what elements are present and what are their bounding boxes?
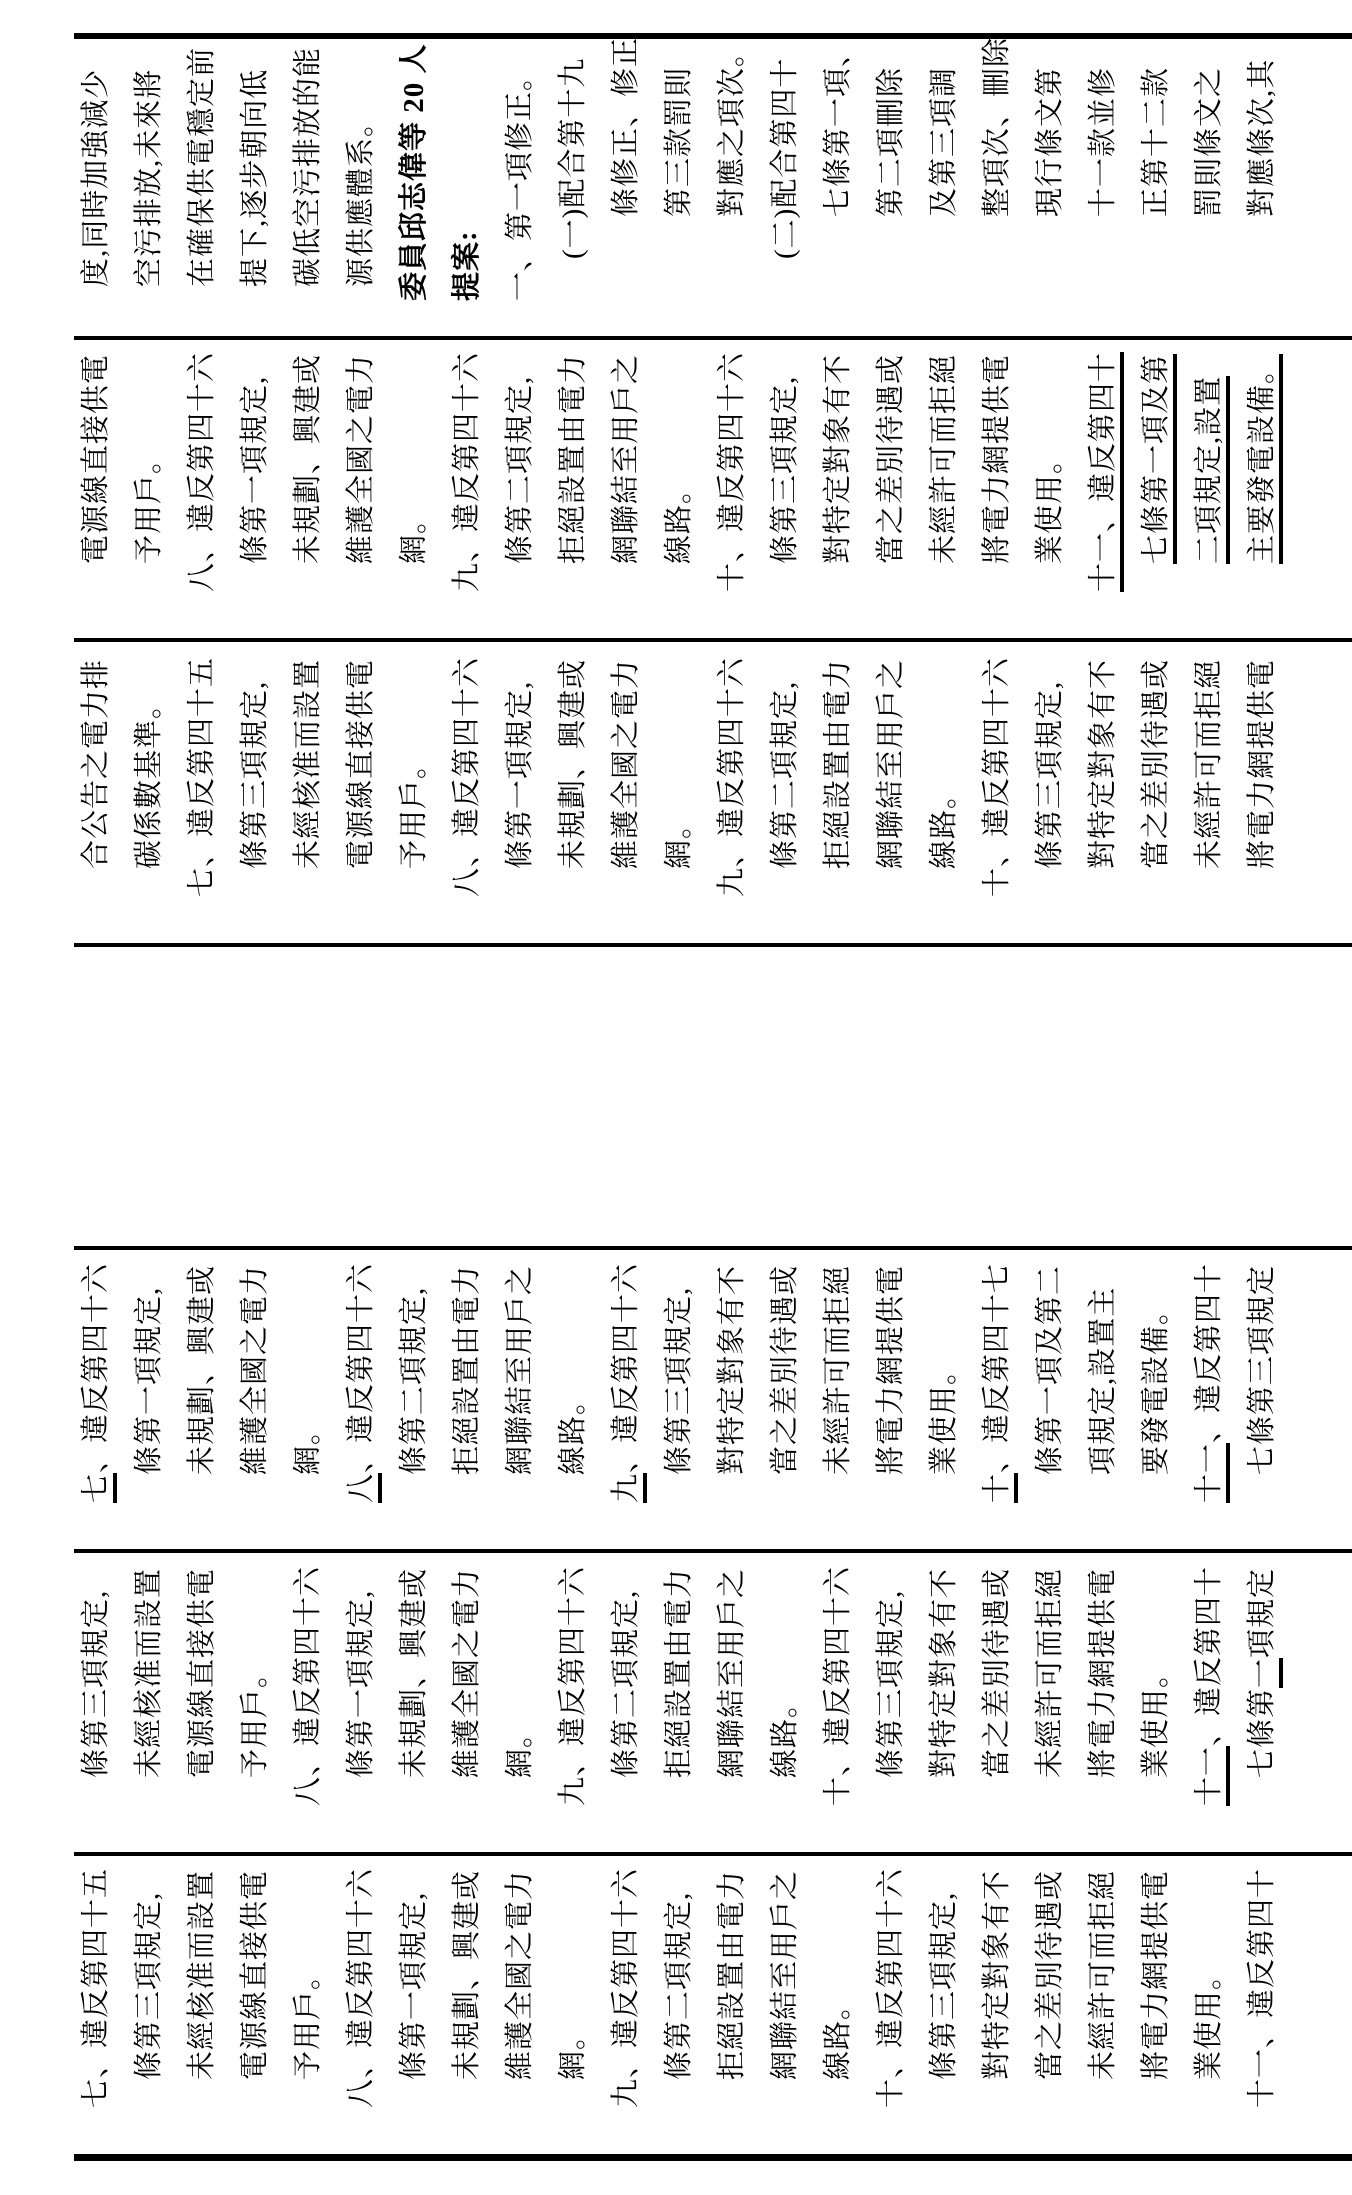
text-line (716, 37, 749, 217)
text-segment: 七條第三項規定 (1246, 1264, 1278, 1475)
text-segment: 網聯結至用戶之 (716, 1567, 748, 1778)
text-segment: 網。 (398, 503, 430, 564)
text-segment: 條第一項及第二 (1034, 1264, 1066, 1475)
text-segment: 當之差別待遇或 (769, 1264, 801, 1475)
text-line (1246, 354, 1279, 564)
text-segment: 線路。 (557, 1384, 589, 1475)
text-segment: 第三款罰則 (663, 66, 695, 217)
text-segment: 八、違反第四十六 (186, 351, 218, 592)
text-line (504, 1718, 537, 1778)
text-segment: 罰則條文之 (1193, 66, 1225, 217)
text-segment: 條修正、修正 (610, 36, 642, 217)
text-segment: 第二項刪除 (875, 66, 907, 217)
column-6-proposal (0, 1557, 1352, 1852)
text-segment: 九、違反第四十六 (716, 656, 748, 897)
text-line (875, 659, 908, 869)
text-segment: 正第十二款 (1140, 66, 1172, 217)
text-line (133, 69, 166, 287)
text-line (928, 1355, 961, 1475)
text-line (769, 1870, 802, 2080)
text-segment: 、違反第四十 (1193, 1262, 1225, 1443)
text-segment: 七、違反第四十五 (186, 656, 218, 897)
text-line (1140, 659, 1173, 869)
text-line (1087, 1568, 1120, 1778)
text-segment: 提案: (451, 230, 483, 301)
text-line (186, 352, 219, 592)
table-border-line (74, 638, 1352, 642)
text-line (292, 659, 325, 869)
text-segment: 未規劃、興建或 (451, 1869, 483, 2080)
text-segment: 對特定對象有不 (981, 1869, 1013, 2080)
text-line (292, 1415, 325, 1475)
text-segment: 予用戶。 (133, 443, 165, 564)
text-segment: 條第三項規定, (80, 1589, 112, 1778)
text-segment: 拒絕設置由電力 (663, 1567, 695, 1778)
text-line (610, 659, 643, 869)
text-segment: 未經許可而拒絕 (1034, 1567, 1066, 1778)
text-segment: 拒絕設置由電力 (557, 353, 589, 564)
amended-text: 主要發電設備。 (1246, 354, 1283, 564)
column-7-current-law (0, 1859, 1352, 2154)
text-line (239, 681, 272, 869)
text-line (1140, 354, 1173, 564)
text-segment: 當之差別待遇或 (1034, 1869, 1066, 2080)
text-line (398, 749, 431, 869)
text-line (1193, 659, 1226, 869)
text-line (1034, 1870, 1067, 2080)
text-line (663, 1287, 696, 1475)
text-segment: 未經核准而設置 (292, 658, 324, 869)
text-line (1087, 659, 1120, 869)
text-segment: 條第二項規定, (504, 375, 536, 564)
text-segment: 拒絕設置由電力 (822, 658, 854, 869)
text-line (557, 1385, 590, 1475)
text-line (716, 1870, 749, 2080)
text-segment: 拒絕設置由電力 (451, 1264, 483, 1475)
text-line (239, 376, 272, 564)
text-segment: 未規劃、興建或 (186, 1264, 218, 1475)
text-segment: 當之差別待遇或 (981, 1567, 1013, 1778)
text-line (80, 1868, 113, 2108)
text-segment: 對特定對象有不 (928, 1567, 960, 1778)
text-line (610, 1868, 643, 2108)
column-5-proposal (0, 1254, 1352, 1549)
text-line (186, 1568, 219, 1778)
column-4-empty (0, 951, 1352, 1246)
text-segment: 條第二項規定, (398, 1286, 430, 1475)
text-line (1140, 1870, 1173, 2080)
text-line (133, 1568, 166, 1778)
text-line (345, 1590, 378, 1778)
text-segment: 電源線直接供電 (345, 658, 377, 869)
text-line (292, 1566, 325, 1806)
text-segment: 八、違反第四十六 (451, 656, 483, 897)
text-line (80, 1590, 113, 1778)
text-segment: 維護全國之電力 (239, 1264, 271, 1475)
table-border-line (74, 1852, 1352, 1856)
table-border-line (74, 1246, 1352, 1250)
text-segment: 拒絕設置由電力 (716, 1869, 748, 2080)
text-segment: 碳係數基準。 (133, 688, 165, 869)
text-segment: 條第三項規定, (663, 1286, 695, 1475)
text-line (1246, 1868, 1279, 2108)
text-segment: 條第二項規定, (769, 680, 801, 869)
column-2-proposal (0, 343, 1352, 638)
text-line (557, 1566, 590, 1806)
text-segment: 未規劃、興建或 (398, 1567, 430, 1778)
text-line (557, 354, 590, 564)
text-line (1034, 681, 1067, 869)
text-segment: 電源線直接供電 (186, 1567, 218, 1778)
text-segment: 線路。 (663, 473, 695, 564)
text-segment: 九、違反第四十六 (451, 351, 483, 592)
text-line (504, 1265, 537, 1475)
text-line (769, 58, 802, 259)
text-line (1087, 352, 1120, 592)
text-line (1140, 1295, 1173, 1475)
text-segment: 條第二項規定, (610, 1589, 642, 1778)
text-segment: 碳低空污排放的能 (292, 46, 324, 287)
text-line (239, 69, 272, 287)
text-line (398, 1568, 431, 1778)
text-line (928, 67, 961, 217)
column-1-explanation (0, 36, 1352, 336)
text-segment: 電源線直接供電 (80, 353, 112, 564)
text-line (239, 1870, 272, 2080)
text-line (716, 1568, 749, 1778)
text-segment: 未經核准而設置 (133, 1567, 165, 1778)
text-line (1193, 1566, 1226, 1806)
text-segment: 未經許可而拒絕 (1193, 658, 1225, 869)
text-segment: 現行條文第 (1034, 66, 1066, 217)
text-line (875, 1868, 908, 2108)
text-line (239, 1265, 272, 1475)
text-segment: 將電力網提供電 (981, 353, 1013, 564)
text-line (716, 352, 749, 592)
text-segment: 條第一項規定, (239, 375, 271, 564)
text-line (292, 1960, 325, 2080)
amended-text: 九 (610, 1473, 647, 1503)
text-line (822, 659, 855, 869)
text-segment: 將電力網提供電 (1087, 1567, 1119, 1778)
text-line (1140, 67, 1173, 217)
text-segment: 對特定對象有不 (1087, 658, 1119, 869)
text-segment: 條第三項規定, (1034, 680, 1066, 869)
text-line (928, 354, 961, 564)
text-line (981, 1870, 1014, 2080)
text-line (504, 1870, 537, 2080)
text-line (186, 657, 219, 897)
text-segment: 對應之項次。 (716, 36, 748, 217)
text-segment: 予用戶。 (398, 748, 430, 869)
text-segment: 、違反第四十七 (981, 1262, 1013, 1473)
text-line (133, 1287, 166, 1475)
text-line (663, 1568, 696, 1778)
text-segment: 維護全國之電力 (504, 1869, 536, 2080)
text-segment: 網。 (663, 808, 695, 869)
text-segment: 當之差別待遇或 (1140, 658, 1172, 869)
text-segment: 七、違反第四十五 (80, 1867, 112, 2108)
text-line (875, 354, 908, 564)
text-segment: 電源線直接供電 (239, 1869, 271, 2080)
text-segment: 網聯結至用戶之 (875, 658, 907, 869)
text-segment: 九、違反第四十六 (557, 1565, 589, 1806)
text-segment: 合公告之電力排 (80, 658, 112, 869)
text-line (451, 1870, 484, 2080)
text-segment: 網聯結至用戶之 (769, 1869, 801, 2080)
text-line (504, 61, 537, 301)
text-line (398, 1287, 431, 1475)
text-segment: 對應條次,其 (1246, 58, 1278, 217)
text-line (981, 37, 1014, 217)
text-line (875, 67, 908, 217)
text-segment: 對特定對象有不 (716, 1264, 748, 1475)
text-segment: 線路。 (822, 1989, 854, 2080)
text-line (80, 659, 113, 869)
text-line (769, 376, 802, 564)
text-line (822, 37, 855, 217)
text-segment: 條第三項規定, (239, 680, 271, 869)
text-line (80, 354, 113, 564)
text-segment: 維護全國之電力 (451, 1567, 483, 1778)
text-line (1087, 67, 1120, 217)
text-segment: 八、違反第四十六 (292, 1565, 324, 1806)
text-segment: 線路。 (769, 1687, 801, 1778)
text-line (133, 1892, 166, 2080)
text-segment: 網。 (557, 2019, 589, 2080)
text-segment: 要發電設備。 (1140, 1294, 1172, 1475)
text-line (398, 504, 431, 564)
text-segment: 整項次、刪除 (981, 36, 1013, 217)
text-segment: 十一、違反第四十 (1246, 1867, 1278, 2108)
text-line (1193, 376, 1226, 564)
text-segment: 八、違反第四十六 (345, 1867, 377, 2108)
text-line (1246, 1568, 1279, 1778)
text-segment: 未規劃、興建或 (292, 353, 324, 564)
text-segment: 委員邱志偉等 20 人 (398, 43, 430, 301)
text-segment: 條第一項規定, (345, 1589, 377, 1778)
text-line (663, 809, 696, 869)
text-line (292, 354, 325, 564)
text-line (451, 657, 484, 897)
text-line (1246, 59, 1279, 217)
amended-text: 十 (981, 1473, 1018, 1503)
table-border-line (74, 1549, 1352, 1553)
text-line (822, 354, 855, 564)
text-segment: 維護全國之電力 (610, 658, 642, 869)
text-line (822, 1990, 855, 2080)
text-line (1034, 444, 1067, 564)
text-segment: 網聯結至用戶之 (504, 1264, 536, 1475)
text-segment: 源供應體系。 (345, 106, 377, 287)
text-line (1034, 1265, 1067, 1475)
text-line (1193, 1960, 1226, 2080)
text-segment: 未經許可而拒絕 (928, 353, 960, 564)
text-segment: 度,同時加強減少 (80, 68, 112, 287)
text-line (451, 352, 484, 592)
text-segment: 十、違反第四十六 (981, 656, 1013, 897)
text-segment: 未經核准而設置 (186, 1869, 218, 2080)
amended-text: 十一 (1193, 1746, 1230, 1806)
text-segment: (一)配合第十九 (557, 57, 589, 259)
text-segment: 維護全國之電力 (345, 353, 377, 564)
text-segment: 將電力網提供電 (1246, 658, 1278, 869)
text-segment: 、違反第四十六 (610, 1262, 642, 1473)
amended-text: 二項規定,設置 (1193, 376, 1230, 564)
text-line (875, 1590, 908, 1778)
amended-text: 七 (80, 1473, 117, 1503)
text-line (451, 1568, 484, 1778)
text-segment: 業使用。 (1140, 1657, 1172, 1778)
text-segment: 未經許可而拒絕 (1087, 1869, 1119, 2080)
text-line (398, 1892, 431, 2080)
text-line (981, 354, 1014, 564)
text-segment: 網。 (292, 1414, 324, 1475)
text-segment: 條第一項規定, (133, 1286, 165, 1475)
text-line (610, 1263, 643, 1503)
text-line (716, 657, 749, 897)
text-line (398, 43, 431, 301)
text-line (133, 444, 166, 564)
text-line (981, 657, 1014, 897)
text-segment: 條第一項規定, (398, 1891, 430, 2080)
text-segment: 七條第 (1246, 1687, 1278, 1778)
text-segment: 及第三項調 (928, 66, 960, 217)
text-line (610, 354, 643, 564)
amended-text: 八 (345, 1473, 382, 1503)
amended-text: 一 (1246, 1658, 1283, 1688)
text-segment: 予用戶。 (239, 1657, 271, 1778)
text-segment: 條第三項規定, (769, 375, 801, 564)
text-segment: 、違反第四十六 (345, 1262, 377, 1473)
text-segment: 在確保供電穩定前 (186, 46, 218, 287)
text-line (345, 354, 378, 564)
text-line (1087, 1287, 1120, 1475)
text-segment: 條第三項規定, (133, 1891, 165, 2080)
text-line (1034, 67, 1067, 217)
text-segment: 空污排放,未來將 (133, 68, 165, 287)
text-segment: 十一款並修 (1087, 66, 1119, 217)
text-line (769, 1688, 802, 1778)
text-line (769, 681, 802, 869)
text-line (345, 1263, 378, 1503)
text-line (186, 1265, 219, 1475)
text-line (1246, 659, 1279, 869)
text-line (451, 230, 484, 301)
text-segment: 項規定 (1246, 1567, 1278, 1658)
text-line (80, 1263, 113, 1503)
text-segment: 條第三項規定, (875, 1589, 907, 1778)
text-segment: 提下,逐步朝向低 (239, 68, 271, 287)
text-line (663, 1892, 696, 2080)
text-segment: 業使用。 (1193, 1959, 1225, 2080)
text-line (875, 1265, 908, 1475)
text-segment: 業使用。 (928, 1354, 960, 1475)
text-line (1087, 1870, 1120, 2080)
table-border-line (74, 33, 1352, 39)
text-line (451, 1265, 484, 1475)
text-segment: 未經許可而拒絕 (822, 1264, 854, 1475)
text-line (1193, 1263, 1226, 1503)
text-segment: 條第一項規定, (504, 680, 536, 869)
text-segment: 將電力網提供電 (875, 1264, 907, 1475)
text-line (557, 58, 590, 259)
amended-text: 十一 (1193, 1443, 1230, 1503)
text-segment: 項規定,設置主 (1087, 1286, 1119, 1475)
text-segment: 十、違反第四十六 (822, 1565, 854, 1806)
text-line (292, 47, 325, 287)
text-segment: 線路。 (928, 778, 960, 869)
text-line (981, 1568, 1014, 1778)
text-line (133, 689, 166, 869)
text-segment: 十、違反第四十六 (875, 1867, 907, 2108)
text-line (345, 107, 378, 287)
text-line (345, 1868, 378, 2108)
text-line (239, 1658, 272, 1778)
text-line (928, 1568, 961, 1778)
text-segment: 、違反第四十六 (80, 1262, 112, 1473)
text-segment: 七條第一項、 (822, 36, 854, 217)
column-3-proposal (0, 648, 1352, 943)
text-line (928, 779, 961, 869)
text-segment: 將電力網提供電 (1140, 1869, 1172, 2080)
text-segment: 九、違反第四十六 (610, 1867, 642, 2108)
text-line (610, 37, 643, 217)
text-line (345, 659, 378, 869)
text-line (557, 2020, 590, 2080)
text-line (186, 47, 219, 287)
amended-text: 七條第一項及第 (1140, 354, 1177, 564)
text-line (663, 67, 696, 217)
text-line (663, 474, 696, 564)
text-segment: 對特定對象有不 (822, 353, 854, 564)
text-line (928, 1892, 961, 2080)
text-line (981, 1263, 1014, 1503)
text-line (504, 681, 537, 869)
text-line (716, 1265, 749, 1475)
text-line (1246, 1265, 1279, 1475)
text-line (186, 1870, 219, 2080)
text-segment: 條第二項規定, (663, 1891, 695, 2080)
text-line (504, 376, 537, 564)
text-line (822, 1265, 855, 1475)
text-line (822, 1566, 855, 1806)
text-segment: (二)配合第四十 (769, 57, 801, 259)
text-segment: 當之差別待遇或 (875, 353, 907, 564)
text-line (1193, 67, 1226, 217)
text-line (80, 69, 113, 287)
amended-text: 十一、違反第四十 (1087, 352, 1124, 592)
text-segment: 網聯結至用戶之 (610, 353, 642, 564)
table-border-line (74, 2154, 1352, 2161)
text-segment: 業使用。 (1034, 443, 1066, 564)
text-segment: 十、違反第四十六 (716, 351, 748, 592)
text-line (769, 1265, 802, 1475)
text-segment: 未規劃、興建或 (557, 658, 589, 869)
text-segment: 、違反第四十 (1193, 1565, 1225, 1746)
text-segment: 條第三項規定, (928, 1891, 960, 2080)
text-segment: 予用戶。 (292, 1959, 324, 2080)
text-line (610, 1590, 643, 1778)
text-segment: 網。 (504, 1717, 536, 1778)
text-line (1140, 1658, 1173, 1778)
text-segment: 一、第一項修正。 (504, 60, 536, 301)
table-border-line (74, 943, 1352, 947)
text-line (1034, 1568, 1067, 1778)
table-border-line (74, 336, 1352, 340)
text-line (557, 659, 590, 869)
